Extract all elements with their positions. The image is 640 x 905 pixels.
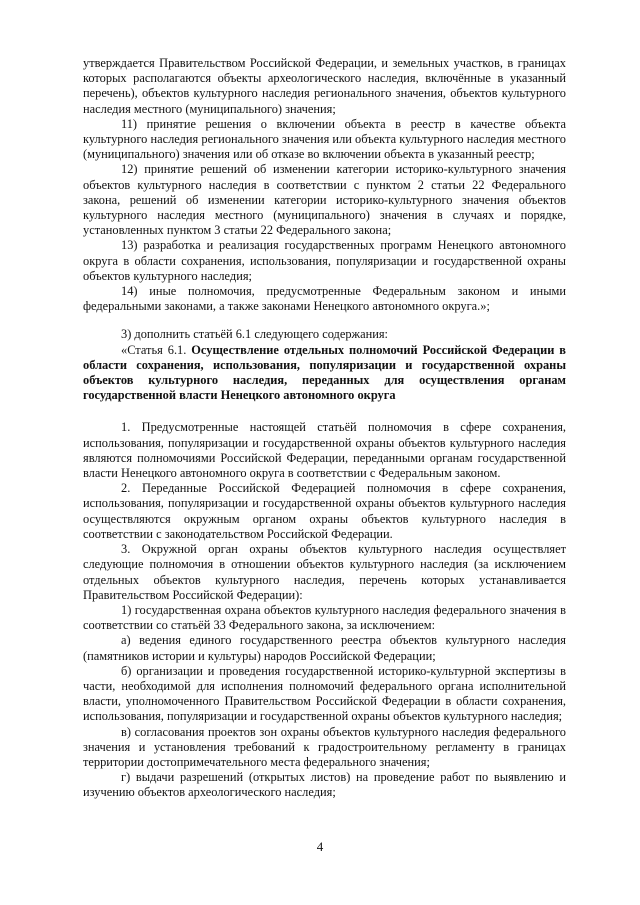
paragraph-amendment-3: 3) дополнить статьёй 6.1 следующего содержания:	[121, 327, 388, 342]
paragraph-item-14: 14) иные полномочия, предусмотренные Федеральным законом и иными федеральными законами, а также законами Ненецкого автономного округа.»;	[83, 284, 566, 314]
article-point-2: 2. Переданные Российской Федерацией полномочия в сфере сохранения, использования, популяризации и государственной охраны объектов культурного наследия осуществляются окружным органом охраны объектов культурного наследия в соответствии с законодательством Российской Федерации.	[83, 481, 566, 541]
article-point-1: 1. Предусмотренные настоящей статьёй полномочия в сфере сохранения, использования, популяризации и государственной охраны объектов культурного наследия являются полномочиями Российской Федерации, переданными органам государственной власти Ненецкого автономного округа в соответствии с Федеральным законом.	[83, 420, 566, 481]
article-point-3: 3. Окружной орган охраны объектов культурного наследия осуществляет следующие полномочия в отношении объектов культурного наследия (за исключением отдельных объектов культурного наследия, перечень которых устанавливается Правительством Российской Федерации):	[83, 542, 566, 602]
paragraph-item-11: 11) принятие решения о включении объекта в реестр в качестве объекта культурного наследия регионального значения или объекта культурного наследия местного (муниципального) значения или об отказе во включении объекта в указанный реестр;	[83, 116, 566, 162]
page-number: 4	[316, 839, 324, 854]
subpoint-1: 1) государственная охрана объектов культурного наследия федерального значения в соответствии со статьёй 33 Федерального закона, за исключением:	[83, 602, 566, 633]
paragraph-item-13: 13) разработка и реализация государственных программ Ненецкого автономного округа в области сохранения, использования, популяризации и государственной охраны объектов культурного наследия;	[83, 238, 566, 283]
article-heading-prefix: «Статья 6.1.	[121, 342, 187, 357]
document-body	[83, 56, 566, 801]
subpoint-v: в) согласования проектов зон охраны объектов культурного наследия федерального значения и установления требований к градостроительному регламенту в границах территории достопримечательного места федерального значения;	[83, 724, 566, 769]
subpoint-b: б) организации и проведения государственной историко-культурной экспертизы в части, необходимой для исполнения полномочий федерального органа исполнительной власти, уполномоченного Правительством Российской Федерации в области сохранения, использования, популяризации и государственной охраны объектов культурного наследия;	[83, 663, 566, 724]
article-heading	[83, 343, 566, 404]
paragraph-continuation: утверждается Правительством Российской Федерации, и земельных участков, в границах которых располагаются объекты археологического наследия, включённые в указанный перечень), объектов культурного наследия регионального значения, объектов культурного наследия местного (муниципального) значения;	[83, 56, 566, 116]
paragraph-item-12: 12) принятие решений об изменении категории историко-культурного значения объектов культурного наследия в соответствии с пунктом 2 статьи 22 Федерального закона, решений об изменении категории историко-культурного значения объектов культурного наследия местного (муниципального) значения в случаях и порядке, установленных пунктом 3 статьи 22 Федерального закона;	[83, 162, 566, 238]
subpoint-g: г) выдачи разрешений (открытых листов) на проведение работ по выявлению и изучению объектов археологического наследия;	[83, 770, 566, 800]
article-heading-title: Осуществление отдельных полномочий Российской Федерации в области сохранения, использования, популяризации и государственной охраны объектов культурного наследия, переданных для осуществления органам государственной власти Ненецкого автономного округа	[83, 342, 566, 403]
subpoint-a: а) ведения единого государственного реестра объектов культурного наследия (памятников истории и культуры) народов Российской Федерации;	[83, 633, 566, 663]
